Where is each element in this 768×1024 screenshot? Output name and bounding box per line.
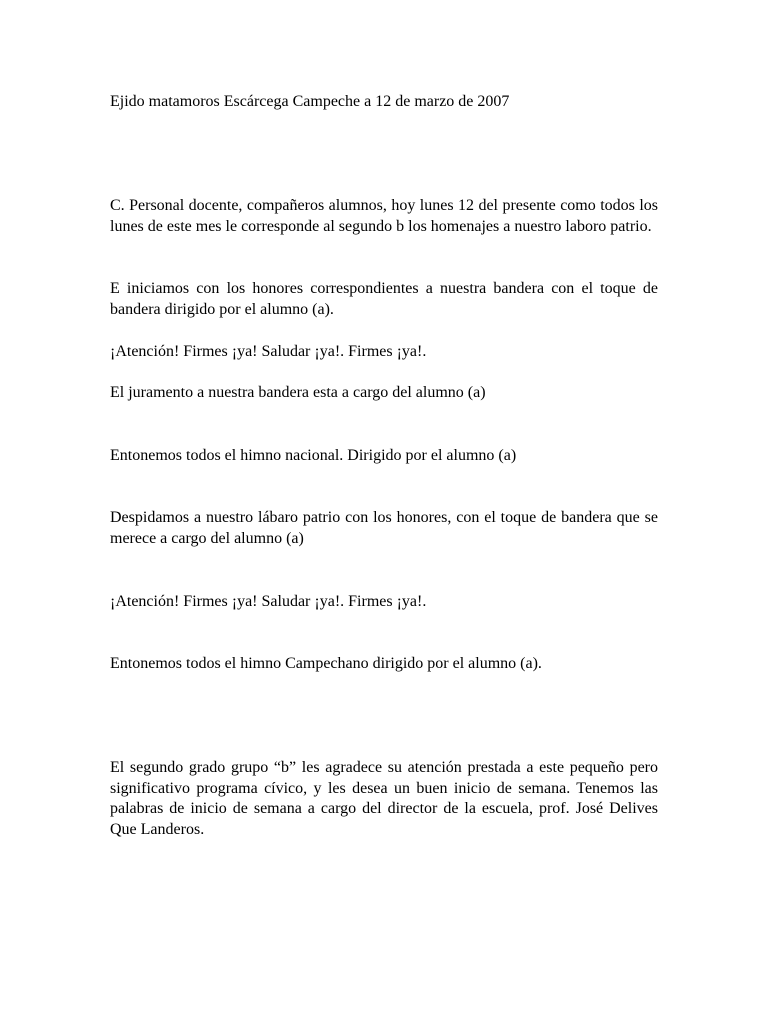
paragraph-flag-honors: E iniciamos con los honores correspondientes a nuestra bandera con el toque de bandera dirigido por el alumno (a). bbox=[110, 280, 658, 318]
paragraph-commands-1: ¡Atención! Firmes ¡ya! Saludar ¡ya!. Firmes ¡ya!. bbox=[110, 343, 427, 360]
paragraph-national-anthem: Entonemos todos el himno nacional. Dirigido por el alumno (a) bbox=[110, 447, 517, 464]
paragraph-closing: El segundo grado grupo “b” les agradece su atención prestada a este pequeño pero significativo programa cívico, y les desea un buen inicio de semana. Tenemos las palabras de inicio de semana a cargo del director de la escuela, prof. José Delives Que Landeros. bbox=[110, 759, 658, 838]
date-line: Ejido matamoros Escárcega Campeche a 12 de marzo de 2007 bbox=[110, 93, 510, 110]
paragraph-campeche-anthem: Entonemos todos el himno Campechano dirigido por el alumno (a). bbox=[110, 655, 542, 672]
paragraph-farewell-flag: Despidamos a nuestro lábaro patrio con los honores, con el toque de bandera que se merece a cargo del alumno (a) bbox=[110, 509, 658, 547]
paragraph-commands-2: ¡Atención! Firmes ¡ya! Saludar ¡ya!. Firmes ¡ya!. bbox=[110, 593, 427, 610]
paragraph-oath: El juramento a nuestra bandera esta a cargo del alumno (a) bbox=[110, 384, 486, 401]
paragraph-greeting: C. Personal docente, compañeros alumnos, hoy lunes 12 del presente como todos los lunes de este mes le corresponde al segundo b los homenajes a nuestro laboro patrio. bbox=[110, 197, 658, 235]
